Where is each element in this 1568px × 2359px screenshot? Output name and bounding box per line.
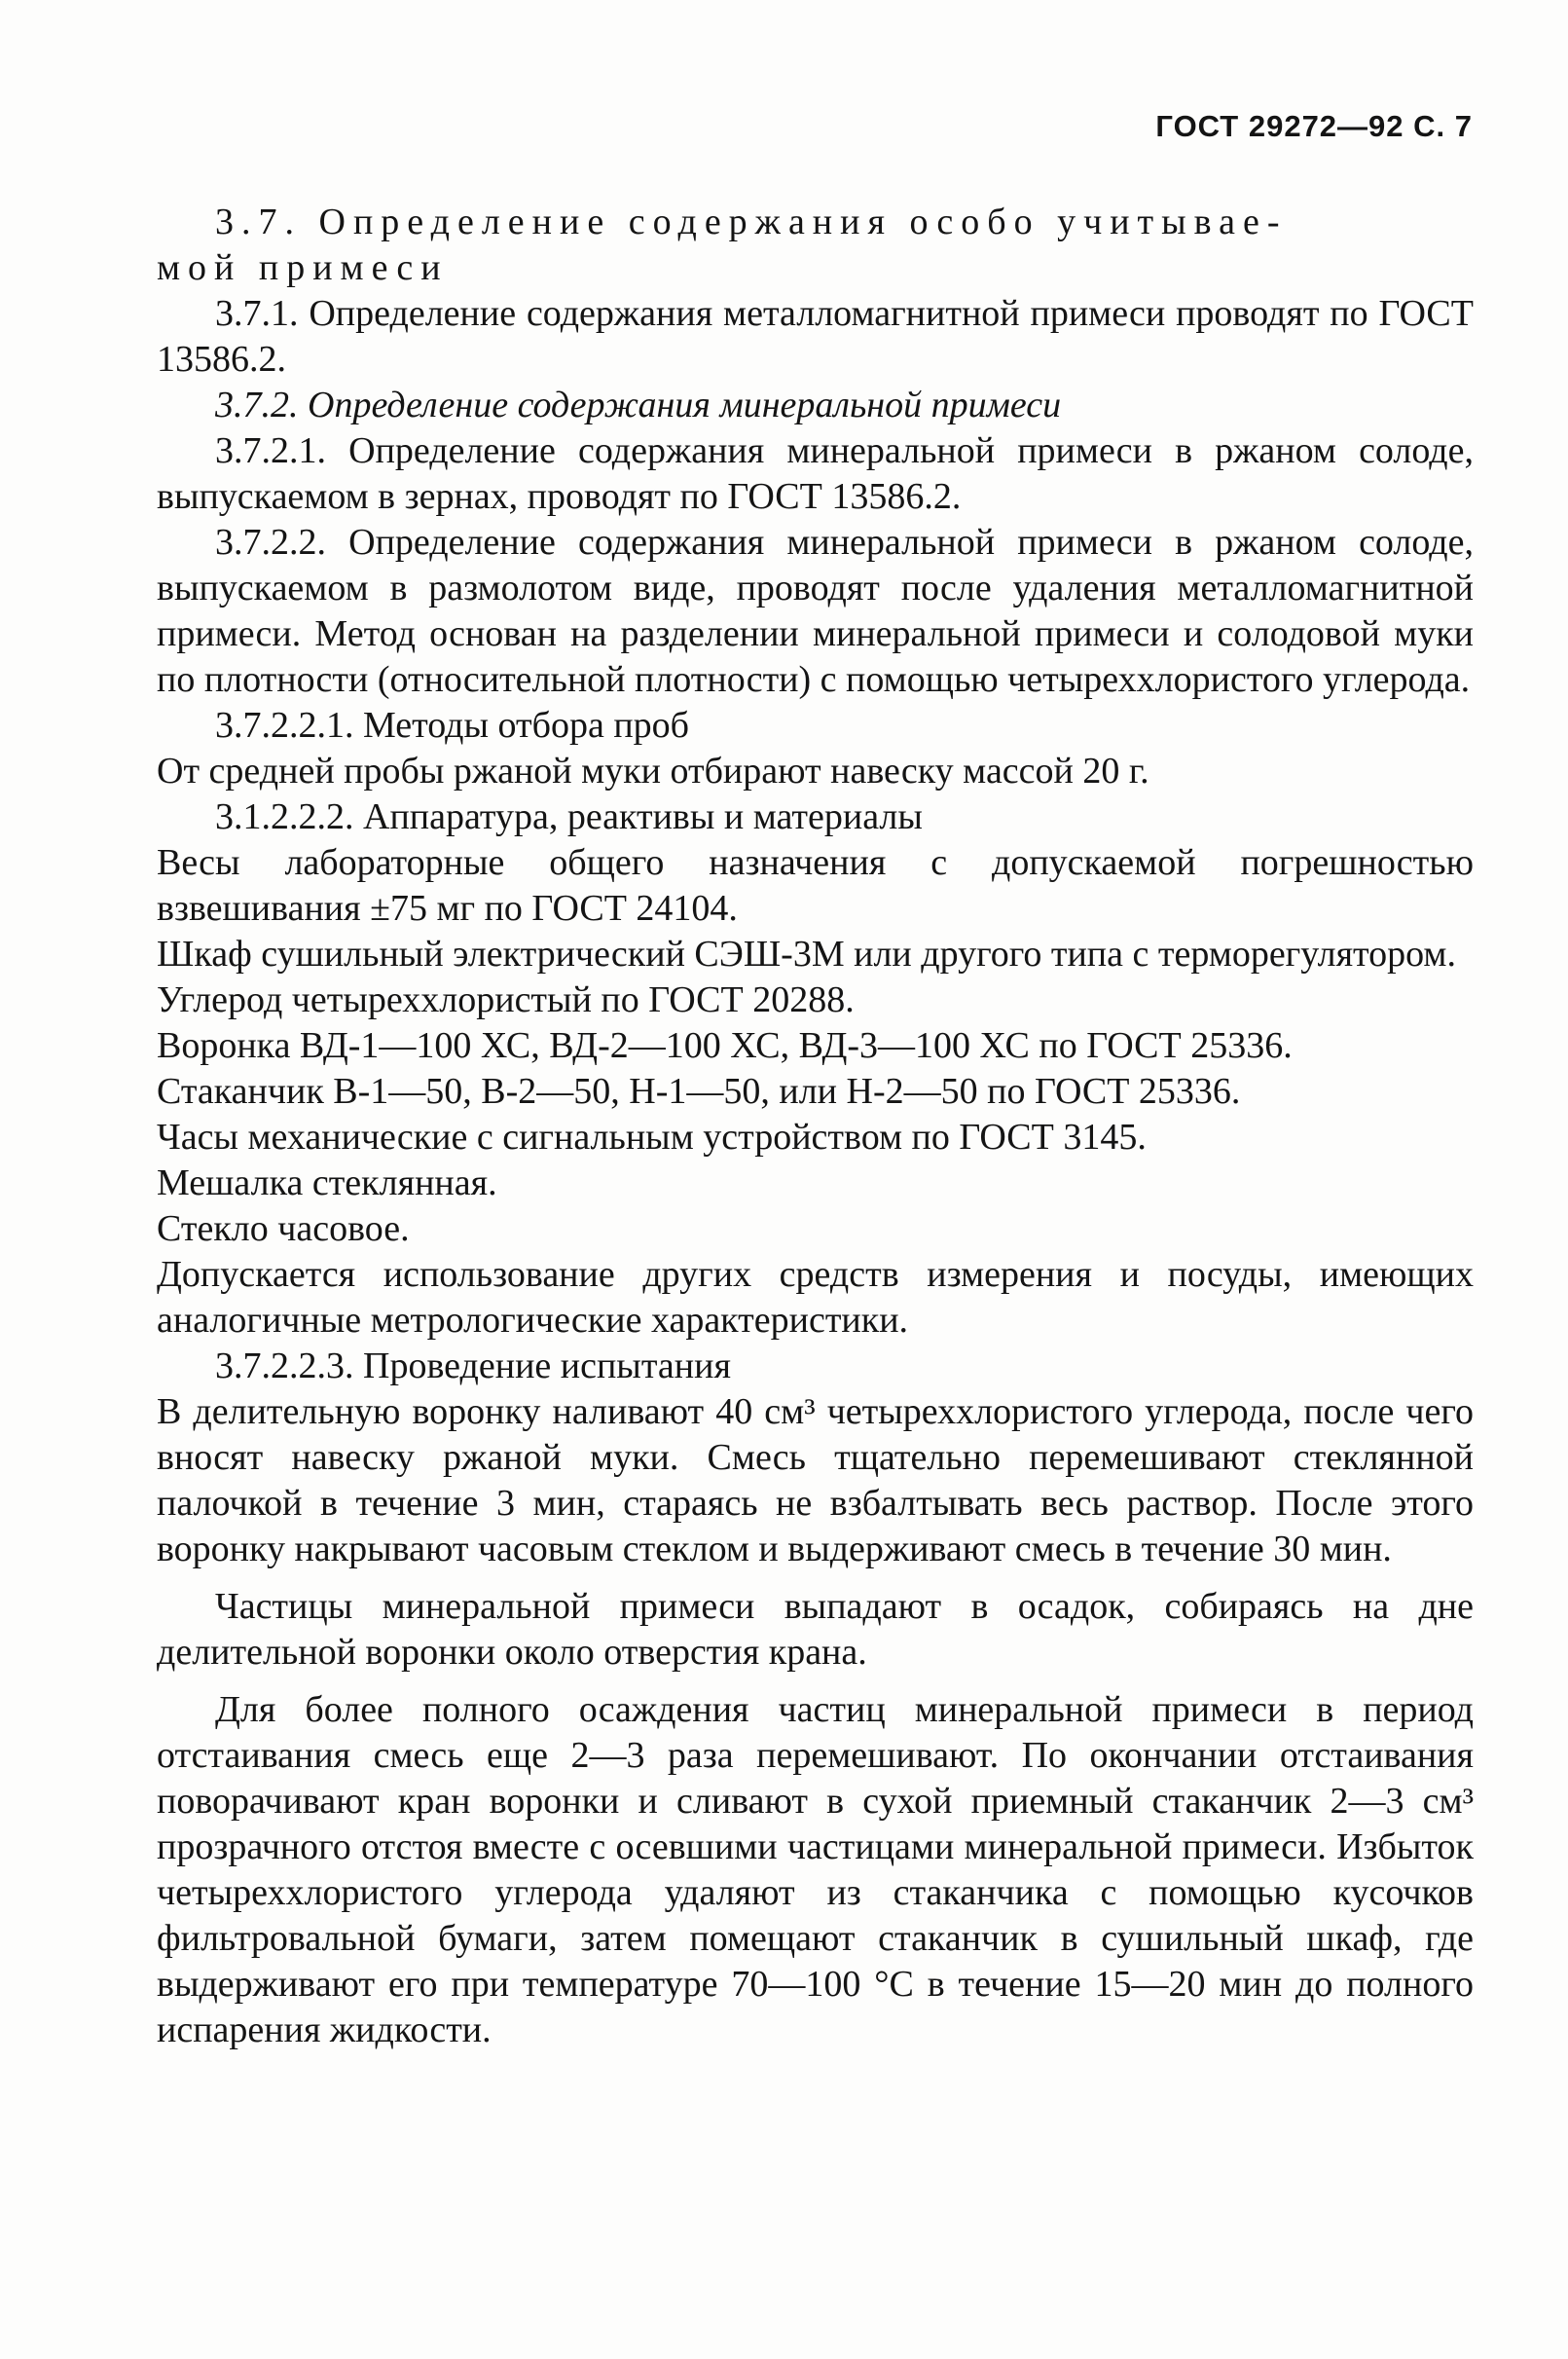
clause-heading: 3.7.2.2.3. Проведение испытания xyxy=(215,1345,731,1386)
paragraph: 3.7.2.2. Определение содержания минеральной примеси в ржаном солоде, выпускаемом в размолотом виде, проводят после удаления металломагнитной примеси. Метод основан на разделении минеральной примеси и солодовой муки по плотности (относительной плотности) с помощью четыреххлористого углерода. xyxy=(157,522,1474,700)
paragraph: Частицы минеральной примеси выпадают в осадок, собираясь на дне делительной воронки около отверстия крана. xyxy=(157,1586,1474,1673)
paragraph: Допускается использование других средств измерения и посуды, имеющих аналогичные метрологические характеристики. xyxy=(157,1254,1474,1341)
document-body xyxy=(157,200,1474,2053)
paragraph: От средней пробы ржаной муки отбирают навеску массой 20 г. xyxy=(157,751,1149,792)
paragraph: В делительную воронку наливают 40 см³ четыреххлористого углерода, после чего вносят навеску ржаной муки. Смесь тщательно перемешивают стеклянной палочкой в течение 3 мин, стараясь не взбалтывать весь раствор. После этого воронку накрывают часовым стеклом и выдерживают смесь в течение 30 мин. xyxy=(157,1391,1474,1569)
paragraph: 3.7.1. Определение содержания металломагнитной примеси проводят по ГОСТ 13586.2. xyxy=(157,293,1474,380)
equipment-item: Часы механические с сигнальным устройством по ГОСТ 3145. xyxy=(157,1117,1147,1158)
section-heading-continuation: мой примеси xyxy=(157,247,449,288)
paragraph: 3.7.2.1. Определение содержания минеральной примеси в ржаном солоде, выпускаемом в зернах, проводят по ГОСТ 13586.2. xyxy=(157,430,1474,517)
equipment-item: Шкаф сушильный электрический СЭШ-3М или другого типа с терморегулятором. xyxy=(157,934,1456,975)
clause-heading: 3.7.2.2.1. Методы отбора проб xyxy=(215,705,690,746)
equipment-item: Стекло часовое. xyxy=(157,1208,410,1249)
equipment-item: Углерод четыреххлористый по ГОСТ 20288. xyxy=(157,979,855,1020)
paragraph: Для более полного осаждения частиц минеральной примеси в период отстаивания смесь еще 2—3 раза перемешивают. По окончании отстаивания поворачивают кран воронки и сливают в сухой приемный стаканчик 2—3 см³ прозрачного отстоя вместе с осевшими частицами минеральной примеси. Избыток четыреххлористого углерода удаляют из стаканчика с помощью кусочков фильтровальной бумаги, затем помещают стаканчик в сушильный шкаф, где выдерживают его при температуре 70—100 °С в течение 15—20 мин до полного испарения жидкости. xyxy=(157,1689,1474,2050)
equipment-item: Весы лабораторные общего назначения с допускаемой погрешностью взвешивания ±75 мг по ГОСТ 24104. xyxy=(157,842,1474,929)
clause-heading: 3.1.2.2.2. Аппаратура, реактивы и материалы xyxy=(215,796,923,837)
section-heading: 3.7. Определение содержания особо учитывае- xyxy=(215,202,1288,242)
running-header: ГОСТ 29272—92 С. 7 xyxy=(1155,109,1473,143)
equipment-item: Воронка ВД-1—100 ХС, ВД-2—100 ХС, ВД-3—100 ХС по ГОСТ 25336. xyxy=(157,1025,1293,1066)
equipment-item: Мешалка стеклянная. xyxy=(157,1162,497,1203)
subsection-heading: 3.7.2. Определение содержания минеральной примеси xyxy=(215,385,1062,425)
equipment-item: Стаканчик В-1—50, В-2—50, Н-1—50, или Н-2—50 по ГОСТ 25336. xyxy=(157,1071,1241,1112)
